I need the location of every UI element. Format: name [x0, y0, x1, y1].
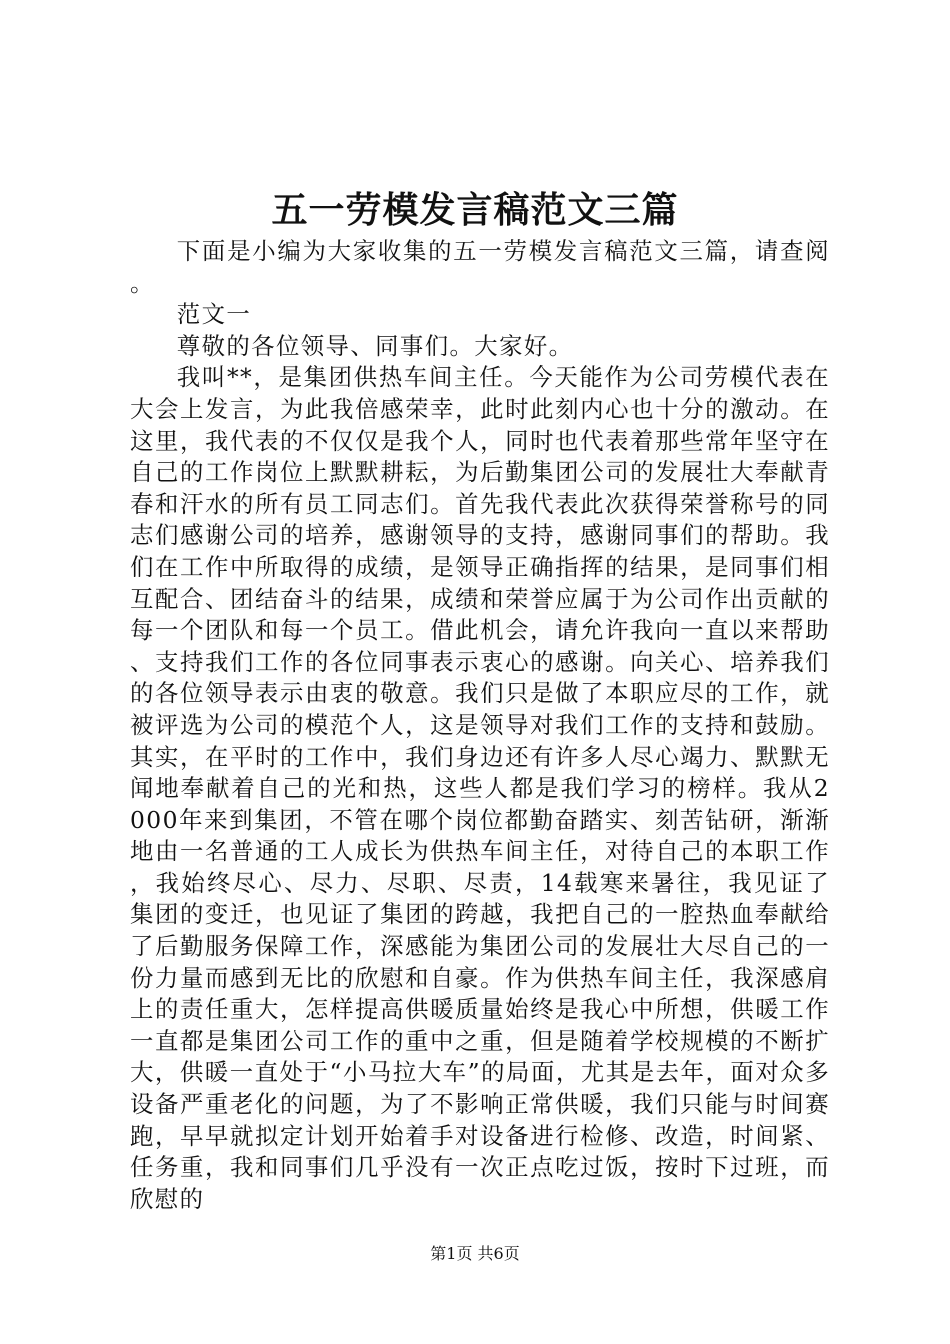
page-number-footer: 第1页 共6页: [430, 1244, 520, 1263]
intro-paragraph: 下面是小编为大家收集的五一劳模发言稿范文三篇，请查阅。: [130, 237, 830, 297]
body-paragraph: 我叫**，是集团供热车间主任。今天能作为公司劳模代表在大会上发言，为此我倍感荣幸，此时此刻内心也十分的激动。在这里，我代表的不仅仅是我个人，同时也代表着那些常年坚守在自己的工作岗位上默默耕耘，为后勤集团公司的发展壮大奉献青春和汗水的所有员工同志们。首先我代表此次获得荣誉称号的同志们感谢公司的培养，感谢领导的支持，感谢同事们的帮助。我们在工作中所取得的成绩，是领导正确指挥的结果，是同事们相互配合、团结奋斗的结果，成绩和荣誉应属于为公司作出贡献的每一个团队和每一个员工。借此机会，请允许我向一直以来帮助、支持我们工作的各位同事表示衷心的感谢。向关心、培养我们的各位领导表示由衷的敬意。我们只是做了本职应尽的工作，就被评选为公司的模范个人，这是领导对我们工作的支持和鼓励。其实，在平时的工作中，我们身边还有许多人尽心竭力、默默无闻地奉献着自己的光和热，这些人都是我们学习的榜样。我从2000年来到集团，不管在哪个岗位都勤奋踏实、刻苦钻研，渐渐地由一名普通的工人成长为供热车间主任，对待自己的本职工作，我始终尽心、尽力、尽职、尽责，14载寒来暑往，我见证了集团的变迁，也见证了集团的跨越，我把自己的一腔热血奉献给了后勤服务保障工作，深感能为集团公司的发展壮大尽自己的一份力量而感到无比的欣慰和自豪。作为供热车间主任，我深感肩上的责任重大，怎样提高供暖质量始终是我心中所想，供暖工作一直都是集团公司工作的重中之重，但是随着学校规模的不断扩大，供暖一直处于“小马拉大车”的局面，尤其是去年，面对众多设备严重老化的问题，为了不影响正常供暖，我们只能与时间赛跑，早早就拟定计划开始着手对设备进行检修、改造，时间紧、任务重，我和同事们几乎没有一次正点吃过饭，按时下过班，而欣慰的: [130, 363, 830, 1213]
document-title: 五一劳模发言稿范文三篇: [271, 189, 679, 231]
section-heading: 范文一: [176, 300, 252, 329]
greeting-paragraph: 尊敬的各位领导、同事们。大家好。: [176, 331, 574, 360]
document-body: [130, 236, 830, 1215]
